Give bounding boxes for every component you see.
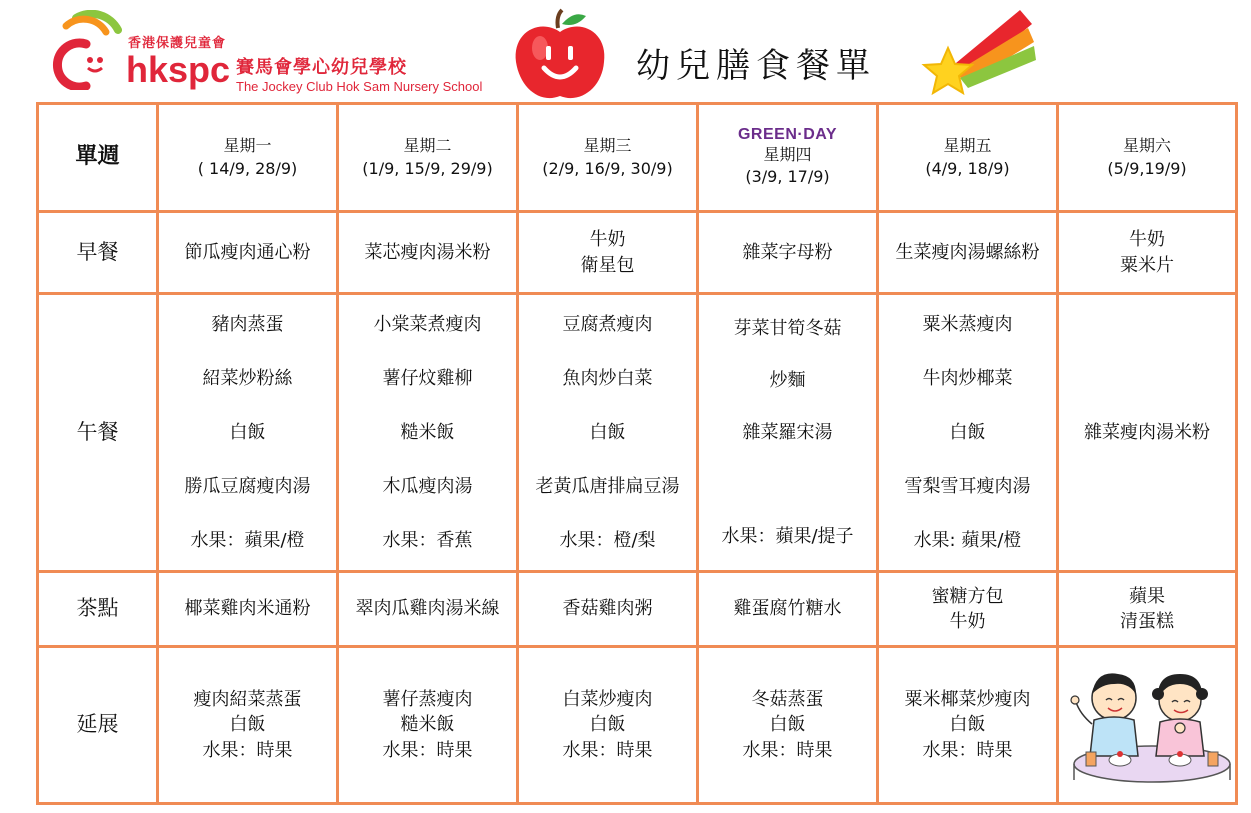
- menu-item: 椰菜雞肉米通粉: [184, 598, 311, 620]
- org-logo: [46, 10, 516, 102]
- hkspc-logo-icon: [46, 10, 126, 90]
- header-row: [38, 104, 1237, 212]
- day-name: 星期五: [943, 136, 992, 156]
- org-brand: hkspc: [126, 49, 231, 90]
- day-dates: (5/9,19/9): [1107, 158, 1187, 178]
- menu-item: 生菜瘦肉湯螺絲粉: [895, 241, 1040, 263]
- day-header-monday: [158, 104, 338, 212]
- page-header: [0, 0, 1251, 102]
- menu-item: 牛肉炒椰菜: [922, 367, 1013, 389]
- meal-label: 延展: [76, 712, 119, 737]
- menu-cell: [518, 212, 698, 294]
- tea-row: [38, 572, 1237, 647]
- extended-row: [38, 647, 1237, 804]
- meal-label: 早餐: [76, 239, 119, 264]
- menu-cell: [878, 294, 1058, 572]
- day-header-wednesday: [518, 104, 698, 212]
- menu-item: 紹菜炒粉絲: [202, 367, 293, 389]
- menu-cell: [878, 647, 1058, 804]
- menu-item: 牛奶: [1129, 229, 1165, 251]
- menu-cell: [338, 647, 518, 804]
- menu-item: 白飯: [229, 714, 266, 736]
- menu-item: 水果：時果: [202, 739, 293, 761]
- meal-label-cell: [38, 572, 158, 647]
- menu-item: 芽菜甘筍冬菇: [733, 317, 842, 339]
- menu-item: 白飯: [949, 714, 986, 736]
- menu-item: 白飯: [589, 421, 626, 443]
- menu-cell: [698, 294, 878, 572]
- menu-item: 白飯: [589, 714, 626, 736]
- menu-item-spacer: [701, 459, 874, 511]
- week-label-cell: [38, 104, 158, 212]
- menu-cell: [518, 294, 698, 572]
- menu-cell: [878, 572, 1058, 647]
- day-name: 星期六: [1122, 136, 1171, 156]
- menu-cell: [338, 572, 518, 647]
- menu-item: 水果：時果: [382, 739, 473, 761]
- menu-item: 清蛋糕: [1120, 611, 1174, 632]
- menu-cell: [158, 647, 338, 804]
- menu-item: 薯仔炆雞柳: [382, 367, 473, 389]
- menu-item: 水果：蘋果/橙: [190, 529, 305, 551]
- meal-label: 午餐: [76, 419, 119, 444]
- menu-item: 水果：蘋果/提子: [721, 525, 854, 547]
- menu-item: 小棠菜煮瘦肉: [373, 313, 482, 335]
- day-header-friday: [878, 104, 1058, 212]
- menu-item: 糙米飯: [400, 714, 455, 736]
- menu-cell: [698, 572, 878, 647]
- shooting-star-icon: [920, 2, 1040, 98]
- day-dates: (1/9, 15/9, 29/9): [362, 158, 493, 178]
- day-header-thursday: [698, 104, 878, 212]
- menu-item: 白菜炒瘦肉: [562, 689, 653, 711]
- menu-cell: [158, 572, 338, 647]
- menu-cell: [1058, 572, 1237, 647]
- menu-item: 水果: 蘋果/橙: [913, 529, 1022, 551]
- menu-item: 白飯: [769, 714, 806, 736]
- menu-item: 牛奶: [949, 611, 986, 632]
- menu-cell: [158, 212, 338, 294]
- day-dates: (3/9, 17/9): [745, 167, 830, 187]
- menu-item: 菜芯瘦肉湯米粉: [364, 241, 491, 263]
- menu-item: 魚肉炒白菜: [562, 367, 653, 389]
- menu-item: 水果：香蕉: [382, 529, 473, 551]
- menu-item: 勝瓜豆腐瘦肉湯: [184, 475, 311, 497]
- meal-label: 茶點: [76, 596, 119, 621]
- day-name: 星期三: [583, 136, 632, 156]
- green-day-badge: GREEN·DAY: [737, 126, 838, 144]
- kids-illustration-cell: [1058, 647, 1237, 804]
- day-dates: (4/9, 18/9): [925, 158, 1010, 178]
- menu-item: 水果：時果: [562, 739, 653, 761]
- menu-item: 雜菜瘦肉湯米粉: [1084, 421, 1210, 443]
- menu-item: 冬菇蒸蛋: [751, 689, 824, 711]
- menu-cell: [518, 572, 698, 647]
- menu-item: 豬肉蒸蛋: [211, 313, 284, 335]
- menu-item: 白飯: [949, 421, 986, 443]
- day-name: 星期一: [223, 136, 272, 156]
- menu-item: 衛星包: [580, 254, 635, 276]
- meal-menu-table: [36, 102, 1238, 805]
- menu-item: 水果：橙/梨: [559, 529, 656, 551]
- menu-item: 香菇雞肉粥: [562, 598, 653, 620]
- menu-item: 節瓜瘦肉通心粉: [184, 241, 311, 263]
- apple-icon: [510, 8, 610, 104]
- menu-item: 粟米片: [1120, 254, 1174, 276]
- school-name-cn: 賽馬會學心幼兒學校: [236, 57, 407, 78]
- menu-item: 粟米蒸瘦肉: [922, 313, 1013, 335]
- menu-item: 薯仔蒸瘦肉: [382, 689, 473, 711]
- menu-item: 瘦肉紹菜蒸蛋: [193, 689, 302, 711]
- menu-item: 蜜糖方包: [931, 585, 1004, 607]
- menu-item: 粟米椰菜炒瘦肉: [904, 689, 1031, 711]
- children-eating-illustration: [1062, 656, 1232, 786]
- menu-cell: [698, 647, 878, 804]
- menu-item: 白飯: [229, 421, 266, 443]
- menu-cell: [1058, 294, 1237, 572]
- menu-cell: [878, 212, 1058, 294]
- meal-label-cell: [38, 212, 158, 294]
- menu-item: 水果：時果: [742, 739, 833, 761]
- day-header-saturday: [1058, 104, 1237, 212]
- day-header-tuesday: [338, 104, 518, 212]
- lunch-row: [38, 294, 1237, 572]
- menu-cell: [698, 212, 878, 294]
- menu-title: 幼兒膳食餐單: [636, 46, 876, 86]
- meal-label-cell: [38, 647, 158, 804]
- menu-cell: [338, 294, 518, 572]
- menu-item: 水果：時果: [922, 739, 1013, 761]
- menu-item: 炒麵: [769, 369, 806, 391]
- week-label: 單週: [75, 144, 120, 170]
- day-name: 星期二: [403, 136, 452, 156]
- menu-item: 雜菜字母粉: [742, 241, 833, 263]
- menu-item: 木瓜瘦肉湯: [382, 475, 473, 497]
- menu-cell: [1058, 212, 1237, 294]
- menu-item: 糙米飯: [400, 421, 455, 443]
- menu-item: 老黃瓜唐排扁豆湯: [535, 475, 680, 497]
- menu-item: 雞蛋腐竹糖水: [733, 598, 842, 620]
- menu-item: 蘋果: [1129, 585, 1165, 607]
- menu-cell: [158, 294, 338, 572]
- day-name: 星期四: [763, 144, 812, 164]
- school-name-en: The Jockey Club Hok Sam Nursery School: [236, 79, 483, 94]
- meal-label-cell: [38, 294, 158, 572]
- menu-cell: [338, 212, 518, 294]
- menu-cell: [518, 647, 698, 804]
- org-name-cn: 香港保護兒童會: [128, 36, 227, 51]
- breakfast-row: [38, 212, 1237, 294]
- menu-item: 雜菜羅宋湯: [742, 421, 833, 443]
- menu-item: 雪梨雪耳瘦肉湯: [904, 475, 1031, 497]
- day-dates: ( 14/9, 28/9): [197, 158, 298, 178]
- menu-item: 牛奶: [589, 229, 626, 251]
- menu-item: 豆腐煮瘦肉: [562, 313, 653, 335]
- day-dates: (2/9, 16/9, 30/9): [542, 158, 673, 178]
- menu-item: 翠肉瓜雞肉湯米線: [355, 598, 500, 620]
